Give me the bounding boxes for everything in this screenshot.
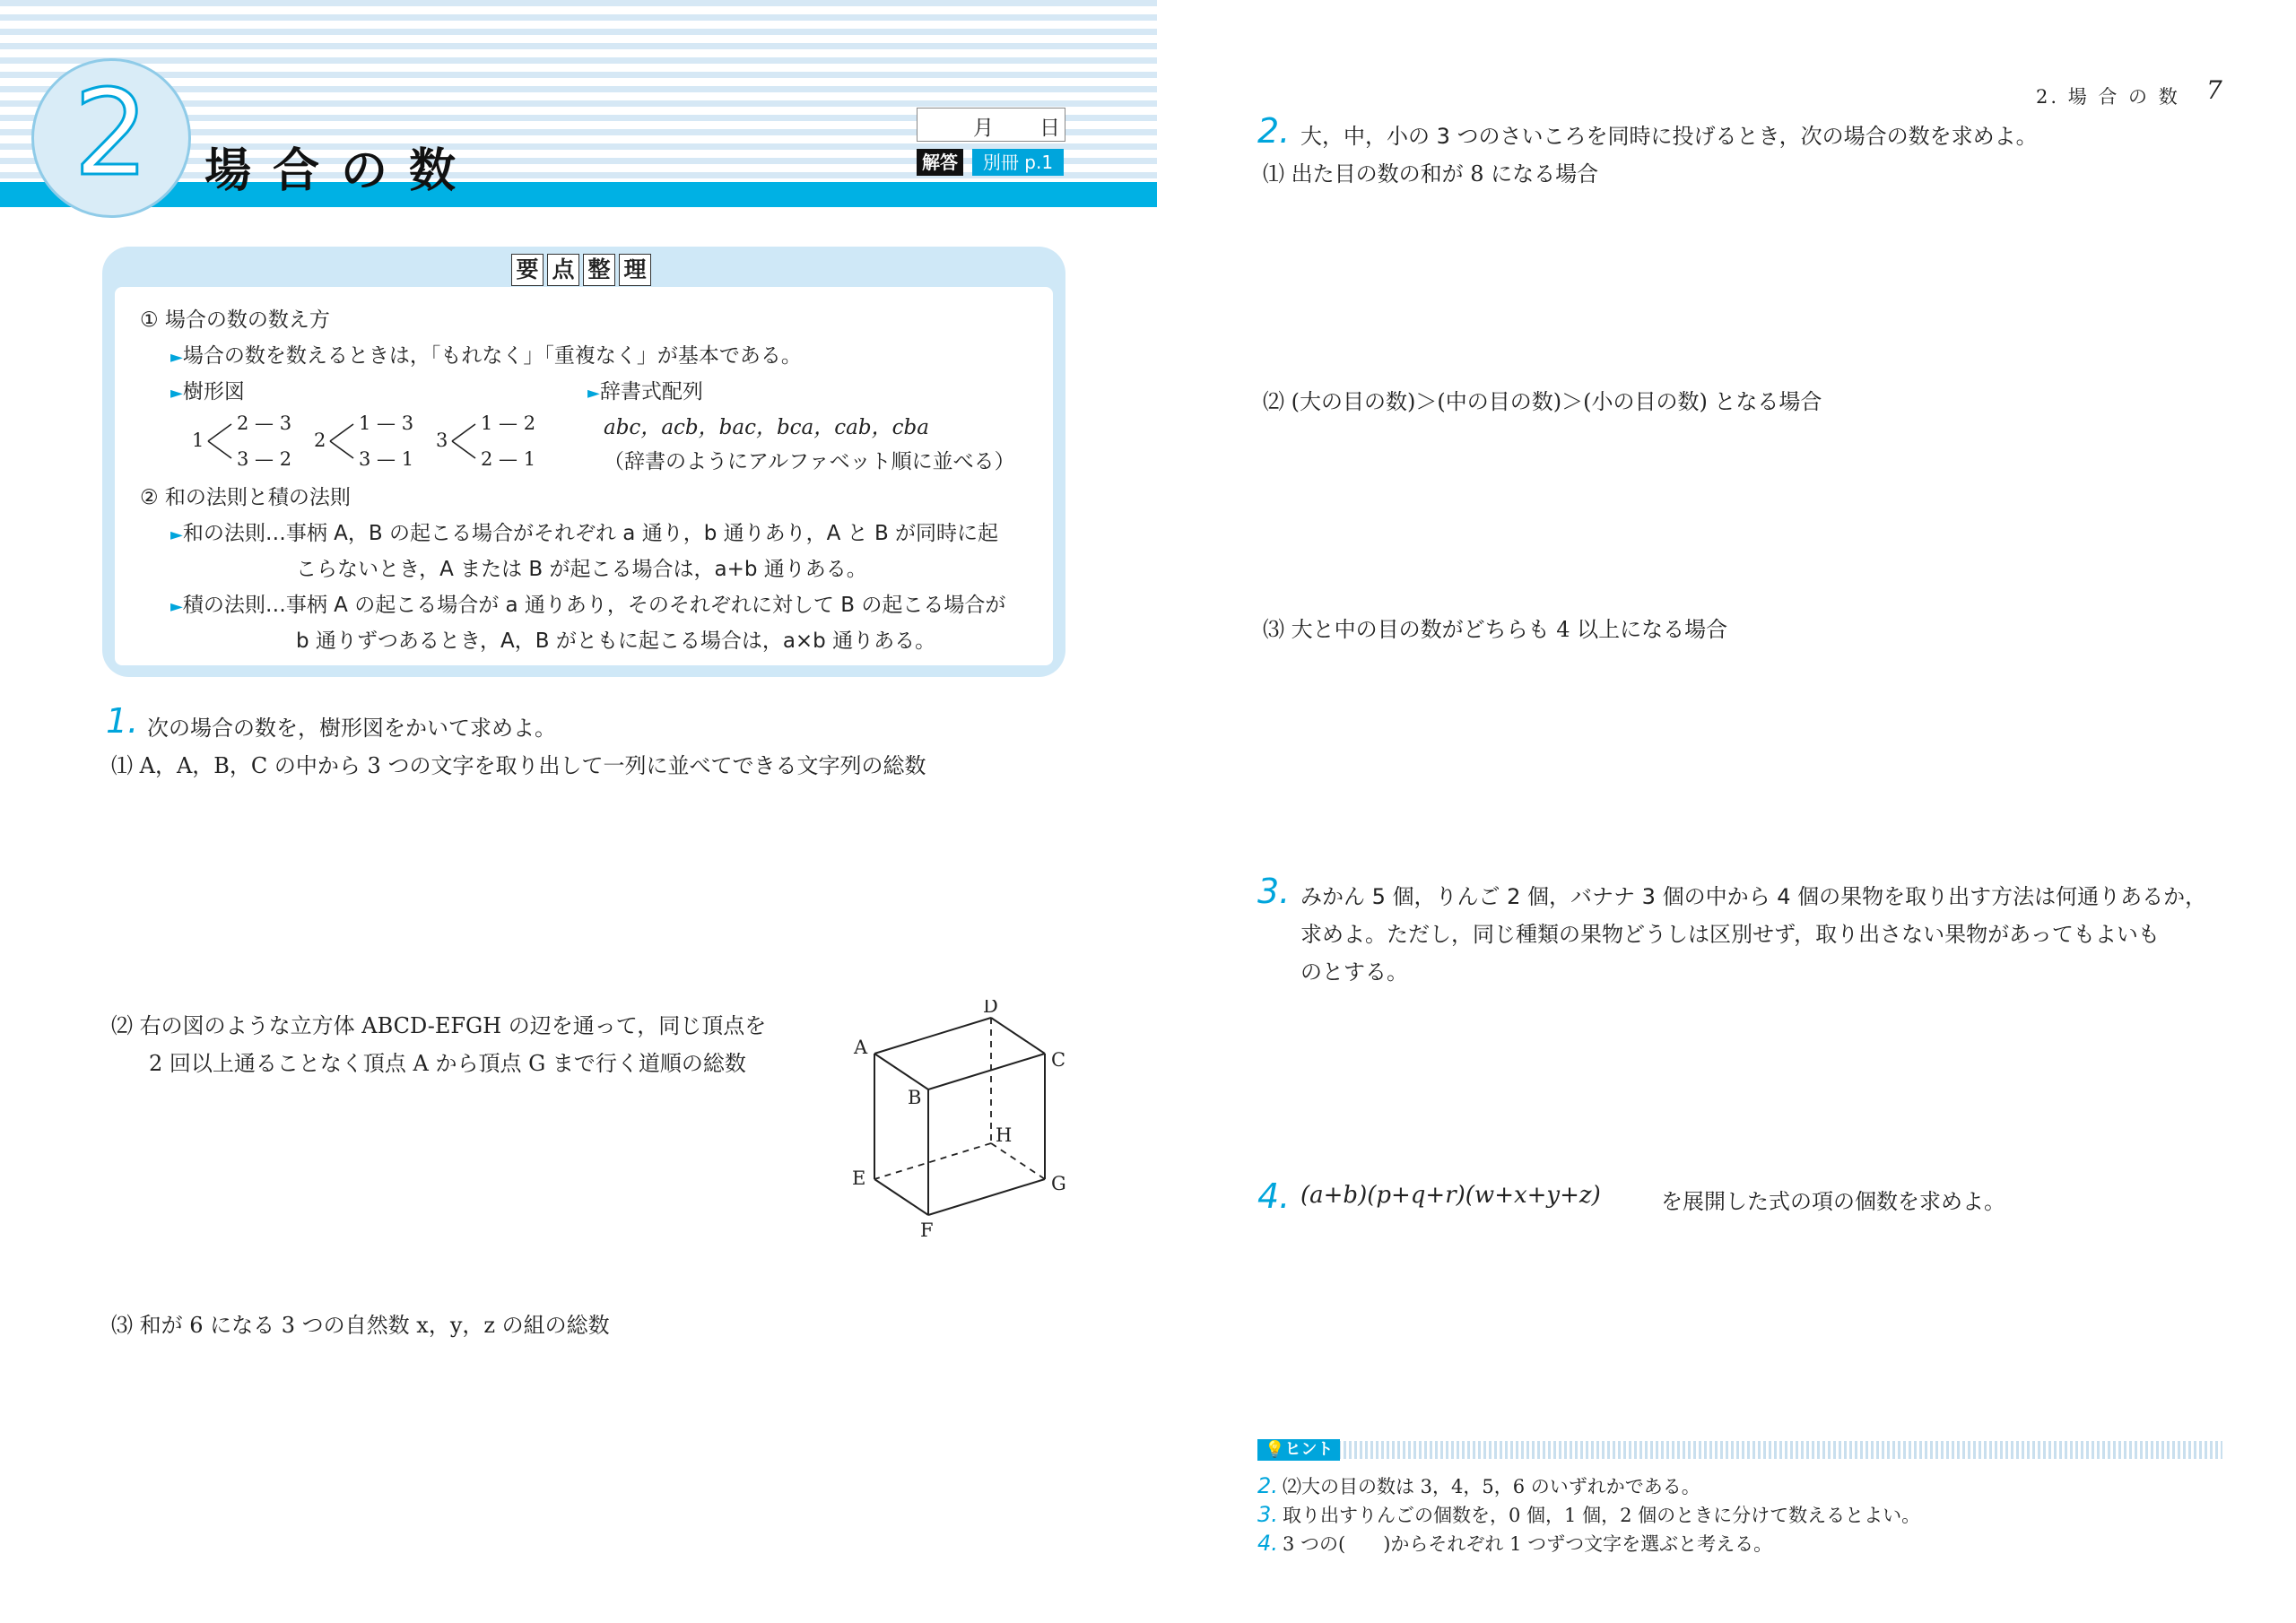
triangle-bullet-icon: ► [170,384,183,403]
hint-bar [1257,1441,2222,1459]
question3-line1: みかん 5 個，りんご 2 個，バナナ 3 個の中から 4 個の果物を取り出す方法は何通りあるか， [1300,884,2207,909]
cube-figure [843,1000,1085,1251]
tree-lower-branch: 3 — 2 [237,448,292,470]
answer-reference: 別冊 p.1 [972,149,1064,176]
cube-vertex-e: E [852,1167,866,1189]
hint-2 [1257,1472,1700,1499]
day-label: 日 [1039,117,1060,140]
hint-4 [1257,1530,1772,1557]
summary-section1-heading: ① 場合の数の数え方 [140,308,330,332]
question3-line2: 求めよ。ただし，同じ種類の果物どうしは区別せず，取り出さない果物があってもよいも [1300,922,2160,947]
chapter-title: 場合の数 [204,144,478,198]
question4-expression: (a+b)(p+q+r)(w+x+y+z) [1300,1182,1601,1209]
hint-4-number: 4. [1257,1531,1278,1556]
question1-part2-line2: 2 回以上通ることなく頂点 A から頂点 G まで行く道順の総数 [149,1051,746,1076]
summary-title [511,254,655,286]
dictionary-order-label: ►辞書式配列 [587,380,703,404]
tree-lower-branch: 2 — 1 [481,448,536,470]
tree-root: 1 [192,430,204,451]
tree-1 [192,412,291,470]
hint-2-text: ⑵大の目の数は 3，4，5，6 のいずれかである。 [1283,1476,1700,1497]
tree-root: 2 [314,430,326,451]
summary-title-char: 整 [583,254,615,286]
tree-upper-branch: 1 — 2 [481,412,536,434]
tree-lower-branch: 3 — 1 [359,448,414,470]
question1-part2-line1: ⑵ 右の図のような立方体 ABCD-EFGH の辺を通って，同じ頂点を [111,1013,767,1038]
question2-number: 2. [1257,111,1291,151]
cube-vertex-g: G [1051,1173,1066,1194]
cube-vertex-f: F [920,1219,934,1241]
question1-part1: ⑴ A，A，B，C の中から 3 つの文字を取り出して一列に並べてできる文字列の総数 [111,753,926,778]
tree-diagrams [188,408,565,471]
chapter-number: 2 [74,65,149,203]
cube-vertex-c: C [1051,1049,1066,1071]
question3-number: 3. [1257,872,1291,911]
product-rule-line2: b 通りずつあるとき，A，B がともに起こる場合は，a×b 通りある。 [296,629,936,653]
question4-text: を展開した式の項の個数を求めよ。 [1661,1189,2005,1214]
date-box [917,108,1065,142]
summary-title-char: 要 [511,254,544,286]
tree-diagram-label: ►樹形図 [170,380,245,404]
question3-line3: のとする。 [1300,959,1408,985]
triangle-bullet-icon: ► [587,384,600,403]
running-head: 2. 場 合 の 数 [2036,86,2180,108]
question2-text: 大，中，小の 3 つのさいころを同時に投げるとき，次の場合の数を求めよ。 [1300,124,2038,149]
summary-title-char: 点 [547,254,579,286]
tree-2 [314,412,413,470]
tree-root: 3 [436,430,448,451]
dictionary-order-list: abc，acb，bac，bca，cab，cba [604,416,929,439]
hint-2-number: 2. [1257,1473,1278,1498]
summary-section2-heading: ② 和の法則と積の法則 [140,486,351,509]
question4-number: 4. [1257,1176,1291,1216]
triangle-bullet-icon: ► [170,348,183,367]
summary-title-char: 理 [619,254,651,286]
hint-3 [1257,1501,1920,1528]
question1-text: 次の場合の数を，樹形図をかいて求めよ。 [147,716,556,741]
dictionary-order-note: （辞書のようにアルファベット順に並べる） [604,450,1015,473]
summary-point1: ►場合の数を数えるときは，「もれなく」「重複なく」が基本である。 [170,344,802,368]
lightbulb-icon: 💡 [1265,1440,1285,1459]
question2-part1: ⑴ 出た目の数の和が 8 になる場合 [1263,161,1599,187]
question1-part3: ⑶ 和が 6 になる 3 つの自然数 x，y，z の組の総数 [111,1313,610,1338]
cube-vertex-b: B [908,1087,922,1108]
triangle-bullet-icon: ► [170,597,183,616]
question2-part2: ⑵ (大の目の数)＞(中の目の数)＞(小の目の数) となる場合 [1263,389,1822,414]
question1-number: 1. [106,701,139,741]
question2-part3: ⑶ 大と中の目の数がどちらも 4 以上になる場合 [1263,617,1728,642]
answer-tag: 解答 [917,149,963,176]
product-rule-line1: ►積の法則…事柄 A の起こる場合が a 通りあり，そのそれぞれに対して B の起こる場合が [170,594,1006,617]
month-label: 月 [973,117,994,140]
tree-upper-branch: 1 — 3 [359,412,414,434]
tree-3 [436,412,535,470]
page-number: 7 [2206,75,2222,105]
hint-3-number: 3. [1257,1502,1278,1527]
triangle-bullet-icon: ► [170,525,183,544]
cube-vertex-d: D [983,1000,998,1017]
sum-rule-line2: こらないとき，A または B が起こる場合は，a+b 通りある。 [296,558,867,581]
hint-3-text: 取り出すりんごの個数を，0 個，1 個，2 個のときに分けて数えるとよい。 [1283,1505,1921,1526]
hint-label: 💡ヒント [1257,1439,1340,1461]
sum-rule-line1: ►和の法則…事柄 A，B の起こる場合がそれぞれ a 通り，b 通りあり，A と B が同時に起 [170,522,999,545]
cube-vertex-a: A [854,1037,868,1058]
cube-vertex-h: H [996,1124,1013,1146]
hint-4-text: 3 つの( )からそれぞれ 1 つずつ文字を選ぶと考える。 [1283,1533,1773,1555]
tree-upper-branch: 2 — 3 [237,412,292,434]
